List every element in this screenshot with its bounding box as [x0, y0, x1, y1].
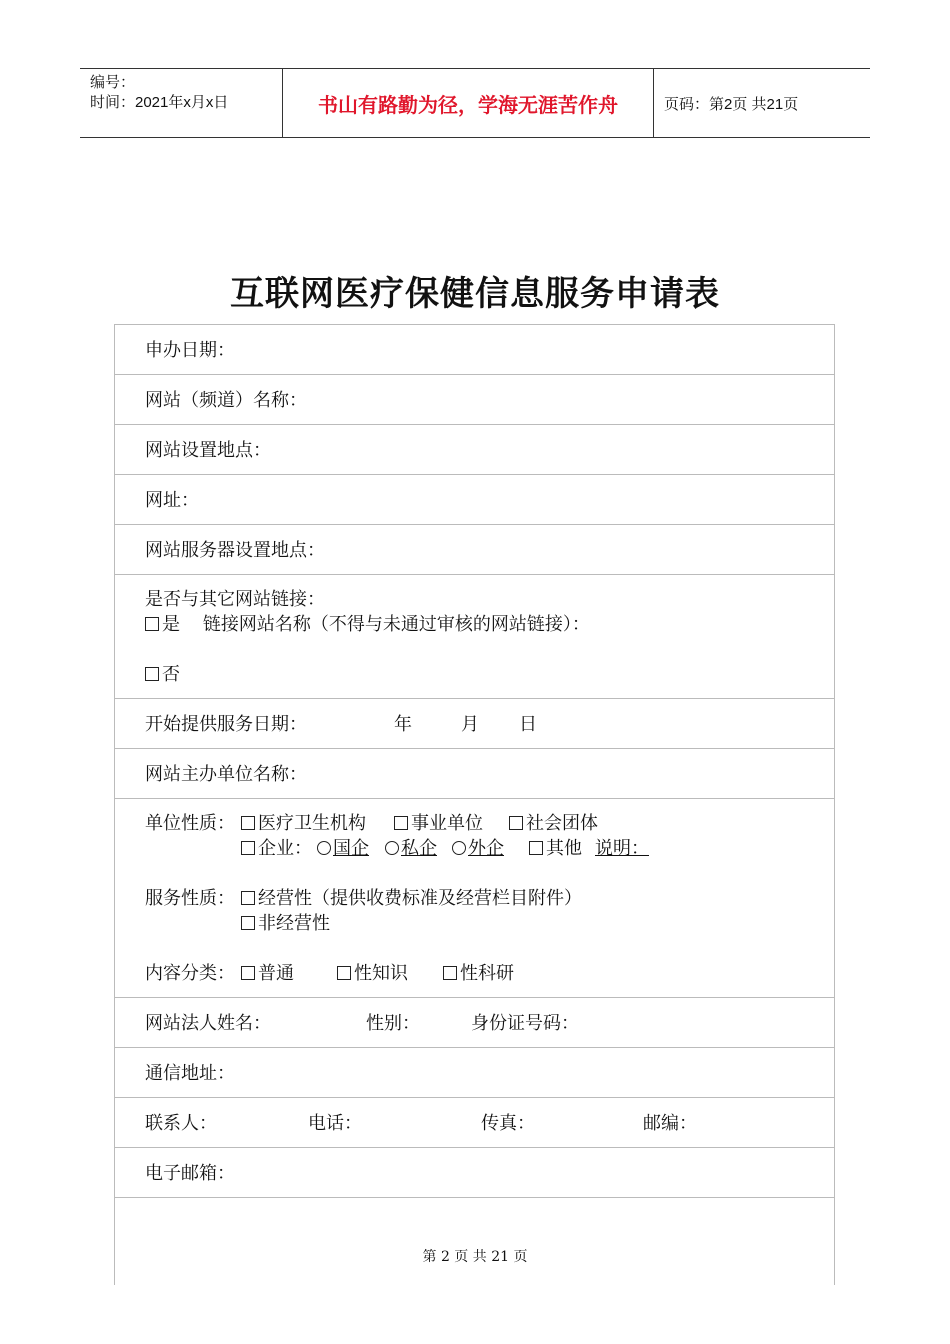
link-question-label: 是否与其它网站链接：	[145, 589, 325, 610]
unit-social-label: 社会团体	[526, 813, 598, 834]
ent-state-label: 国企	[333, 838, 369, 859]
checkbox-icon[interactable]	[241, 841, 255, 855]
postcode-label: 邮编：	[643, 1113, 697, 1134]
checkbox-icon[interactable]	[529, 841, 543, 855]
row-apply-date	[115, 325, 834, 375]
unit-social-option[interactable]	[509, 813, 598, 835]
service-commercial-option[interactable]	[241, 888, 582, 910]
application-form	[114, 324, 835, 1285]
header-motto: 书山有路勤为径，学海无涯苦作舟	[283, 69, 654, 137]
checkbox-icon[interactable]	[241, 916, 255, 930]
checkbox-icon[interactable]	[145, 617, 159, 631]
ent-foreign-option[interactable]	[452, 838, 504, 860]
checkbox-icon[interactable]	[394, 816, 408, 830]
radio-icon[interactable]	[385, 841, 399, 855]
checkbox-icon[interactable]	[241, 816, 255, 830]
url-label: 网址：	[145, 490, 199, 511]
row-site-name	[115, 375, 834, 425]
checkbox-icon[interactable]	[337, 966, 351, 980]
enterprise-option[interactable]	[241, 838, 312, 860]
checkbox-icon[interactable]	[509, 816, 523, 830]
sponsor-name-label: 网站主办单位名称：	[145, 764, 307, 785]
explain-label[interactable]: 说明：	[595, 838, 649, 859]
site-location-label: 网站设置地点：	[145, 440, 271, 461]
unit-public-option[interactable]	[394, 813, 483, 835]
form-title: 互联网医疗保健信息服务申请表	[230, 274, 720, 314]
checkbox-icon[interactable]	[145, 667, 159, 681]
month-label: 月	[461, 714, 479, 735]
row-email	[115, 1148, 834, 1198]
link-no-label: 否	[162, 664, 180, 685]
link-no-option[interactable]	[145, 664, 180, 686]
service-commercial-label: 经营性（提供收费标准及经营栏目附件）	[258, 888, 582, 909]
checkbox-icon[interactable]	[241, 966, 255, 980]
site-name-label: 网站（频道）名称：	[145, 390, 307, 411]
enterprise-label: 企业：	[258, 838, 312, 859]
ent-state-option[interactable]	[317, 838, 369, 860]
row-site-location	[115, 425, 834, 475]
address-label: 通信地址：	[145, 1063, 235, 1084]
apply-date-label: 申办日期：	[145, 340, 235, 361]
checkbox-icon[interactable]	[241, 891, 255, 905]
content-general-option[interactable]	[241, 963, 294, 985]
content-sex-research-label: 性科研	[460, 963, 514, 984]
row-address	[115, 1048, 834, 1098]
unit-medical-label: 医疗卫生机构	[258, 813, 366, 834]
radio-icon[interactable]	[452, 841, 466, 855]
content-sex-knowledge-option[interactable]	[337, 963, 408, 985]
content-label: 内容分类：	[145, 963, 235, 984]
content-sex-research-option[interactable]	[443, 963, 514, 985]
id-number-label: 身份证号码：	[471, 1013, 579, 1034]
phone-label: 电话：	[308, 1113, 362, 1134]
legal-name-label: 网站法人姓名：	[145, 1013, 271, 1034]
fax-label: 传真：	[481, 1113, 535, 1134]
number-label: 编号：	[90, 74, 136, 91]
unit-other-label: 其他	[546, 838, 582, 859]
page-header	[80, 68, 870, 138]
time-label: 时间：2021年x月x日	[90, 94, 229, 111]
row-link	[115, 575, 834, 699]
link-yes-option[interactable]	[145, 614, 590, 636]
service-noncommercial-label: 非经营性	[258, 913, 330, 934]
unit-medical-option[interactable]	[241, 813, 366, 835]
service-noncommercial-option[interactable]	[241, 913, 330, 935]
gender-label: 性别：	[366, 1013, 420, 1034]
service-start-label: 开始提供服务日期：	[145, 714, 307, 735]
row-legal-person	[115, 998, 834, 1048]
content-sex-knowledge-label: 性知识	[354, 963, 408, 984]
year-label: 年	[394, 714, 412, 735]
content-general-label: 普通	[258, 963, 294, 984]
contact-label: 联系人：	[145, 1113, 217, 1134]
page-footer: 第 2 页 共 21 页	[422, 1249, 528, 1265]
link-yes-label: 是 链接网站名称（不得与未通过审核的网站链接）：	[162, 614, 590, 635]
service-nature-label: 服务性质：	[145, 888, 235, 909]
ent-private-option[interactable]	[385, 838, 437, 860]
header-page-info: 页码：第2页 共21页	[664, 95, 799, 113]
row-server-location	[115, 525, 834, 575]
day-label: 日	[519, 714, 537, 735]
ent-private-label: 私企	[401, 838, 437, 859]
row-sponsor	[115, 749, 834, 799]
row-contact	[115, 1098, 834, 1148]
row-url	[115, 475, 834, 525]
email-label: 电子邮箱：	[145, 1163, 235, 1184]
row-service-start	[115, 699, 834, 749]
unit-nature-label: 单位性质：	[145, 813, 235, 834]
row-unit-service-content	[115, 799, 834, 998]
unit-public-label: 事业单位	[411, 813, 483, 834]
checkbox-icon[interactable]	[443, 966, 457, 980]
unit-other-option[interactable]	[529, 838, 582, 860]
radio-icon[interactable]	[317, 841, 331, 855]
server-location-label: 网站服务器设置地点：	[145, 540, 325, 561]
header-meta	[80, 69, 283, 137]
ent-foreign-label: 外企	[468, 838, 504, 859]
